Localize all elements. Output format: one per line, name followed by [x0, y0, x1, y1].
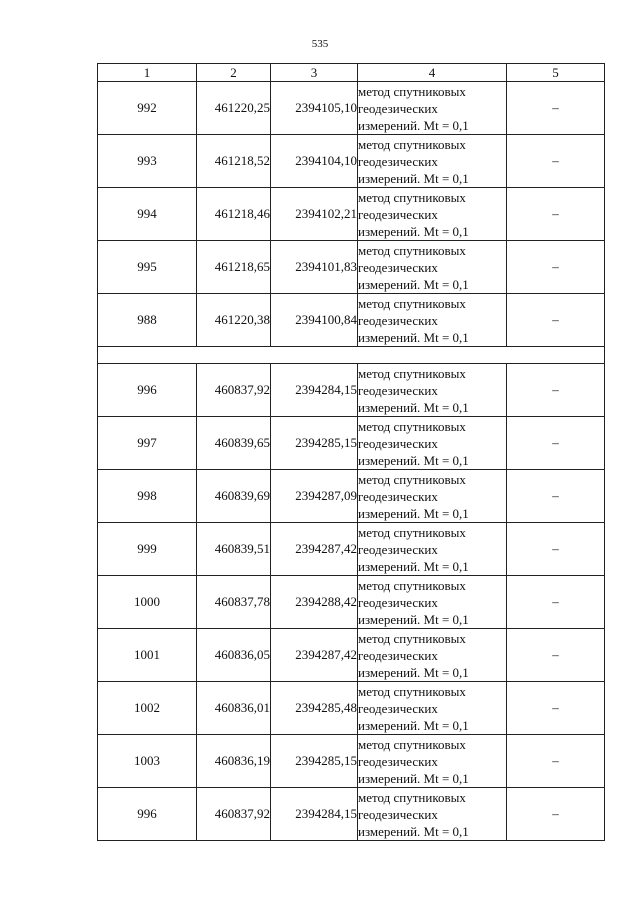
- note-cell: –: [507, 735, 605, 788]
- x-coordinate-cell: 460839,65: [197, 417, 271, 470]
- method-line: метод спутниковых: [358, 83, 466, 99]
- y-coordinate-cell: 2394285,48: [271, 682, 358, 735]
- table-row: [98, 735, 605, 788]
- table-row: [98, 82, 605, 135]
- note-cell: –: [507, 135, 605, 188]
- y-coordinate-cell: 2394102,21: [271, 188, 358, 241]
- column-header: 5: [507, 64, 605, 82]
- method-line: геодезических: [358, 594, 438, 610]
- point-number-cell: 993: [98, 135, 197, 188]
- x-coordinate-cell: 460836,01: [197, 682, 271, 735]
- method-cell: [358, 294, 507, 347]
- y-coordinate-cell: 2394105,10: [271, 82, 358, 135]
- x-coordinate-cell: 460837,92: [197, 364, 271, 417]
- method-line: метод спутниковых: [358, 577, 466, 593]
- note-cell: –: [507, 629, 605, 682]
- point-number-cell: 996: [98, 364, 197, 417]
- x-coordinate-cell: 460836,05: [197, 629, 271, 682]
- method-cell: [358, 417, 507, 470]
- method-line: метод спутниковых: [358, 683, 466, 699]
- x-coordinate-cell: 461218,65: [197, 241, 271, 294]
- method-cell: [358, 682, 507, 735]
- method-line: измерений. Mt = 0,1: [358, 276, 469, 292]
- point-number-cell: 1001: [98, 629, 197, 682]
- method-cell: [358, 364, 507, 417]
- table-row: [98, 576, 605, 629]
- method-line: измерений. Mt = 0,1: [358, 223, 469, 239]
- group-separator-row: [98, 347, 605, 364]
- method-line: метод спутниковых: [358, 365, 466, 381]
- table-row: [98, 682, 605, 735]
- method-line: геодезических: [358, 100, 438, 116]
- table-row: [98, 241, 605, 294]
- y-coordinate-cell: 2394288,42: [271, 576, 358, 629]
- method-line: метод спутниковых: [358, 471, 466, 487]
- method-line: геодезических: [358, 382, 438, 398]
- table-row: [98, 470, 605, 523]
- column-header: 4: [358, 64, 507, 82]
- method-line: измерений. Mt = 0,1: [358, 823, 469, 839]
- point-number-cell: 994: [98, 188, 197, 241]
- page-number: 535: [311, 38, 329, 50]
- table-row: [98, 188, 605, 241]
- x-coordinate-cell: 461220,25: [197, 82, 271, 135]
- y-coordinate-cell: 2394287,42: [271, 629, 358, 682]
- y-coordinate-cell: 2394285,15: [271, 735, 358, 788]
- method-line: геодезических: [358, 700, 438, 716]
- method-line: геодезических: [358, 541, 438, 557]
- table-row: [98, 135, 605, 188]
- note-cell: –: [507, 417, 605, 470]
- point-number-cell: 998: [98, 470, 197, 523]
- method-line: метод спутниковых: [358, 524, 466, 540]
- method-line: метод спутниковых: [358, 295, 466, 311]
- x-coordinate-cell: 460837,78: [197, 576, 271, 629]
- method-line: измерений. Mt = 0,1: [358, 770, 469, 786]
- point-number-cell: 988: [98, 294, 197, 347]
- column-header: 2: [197, 64, 271, 82]
- method-line: измерений. Mt = 0,1: [358, 558, 469, 574]
- y-coordinate-cell: 2394287,42: [271, 523, 358, 576]
- point-number-cell: 999: [98, 523, 197, 576]
- method-line: измерений. Mt = 0,1: [358, 452, 469, 468]
- method-line: измерений. Mt = 0,1: [358, 505, 469, 521]
- method-line: геодезических: [358, 312, 438, 328]
- method-line: геодезических: [358, 206, 438, 222]
- method-line: метод спутниковых: [358, 242, 466, 258]
- point-number-cell: 996: [98, 788, 197, 841]
- note-cell: –: [507, 576, 605, 629]
- y-coordinate-cell: 2394100,84: [271, 294, 358, 347]
- method-line: метод спутниковых: [358, 630, 466, 646]
- note-cell: –: [507, 788, 605, 841]
- table-row: [98, 364, 605, 417]
- method-line: измерений. Mt = 0,1: [358, 611, 469, 627]
- method-line: метод спутниковых: [358, 789, 466, 805]
- table-row: [98, 417, 605, 470]
- group-separator-cell: [98, 347, 605, 364]
- method-line: метод спутниковых: [358, 136, 466, 152]
- x-coordinate-cell: 460836,19: [197, 735, 271, 788]
- method-line: геодезических: [358, 647, 438, 663]
- point-number-cell: 1002: [98, 682, 197, 735]
- method-line: геодезических: [358, 153, 438, 169]
- note-cell: –: [507, 188, 605, 241]
- x-coordinate-cell: 460837,92: [197, 788, 271, 841]
- y-coordinate-cell: 2394101,83: [271, 241, 358, 294]
- note-cell: –: [507, 82, 605, 135]
- method-cell: [358, 188, 507, 241]
- column-header: 3: [271, 64, 358, 82]
- table-row: [98, 788, 605, 841]
- method-line: геодезических: [358, 259, 438, 275]
- method-cell: [358, 241, 507, 294]
- point-number-cell: 992: [98, 82, 197, 135]
- point-number-cell: 1003: [98, 735, 197, 788]
- method-line: измерений. Mt = 0,1: [358, 717, 469, 733]
- y-coordinate-cell: 2394104,10: [271, 135, 358, 188]
- method-line: геодезических: [358, 806, 438, 822]
- point-number-cell: 997: [98, 417, 197, 470]
- method-line: геодезических: [358, 753, 438, 769]
- table-row: [98, 294, 605, 347]
- y-coordinate-cell: 2394284,15: [271, 788, 358, 841]
- table-row: [98, 523, 605, 576]
- method-cell: [358, 629, 507, 682]
- note-cell: –: [507, 523, 605, 576]
- x-coordinate-cell: 460839,51: [197, 523, 271, 576]
- method-cell: [358, 735, 507, 788]
- note-cell: –: [507, 241, 605, 294]
- method-line: геодезических: [358, 488, 438, 504]
- column-header: 1: [98, 64, 197, 82]
- point-number-cell: 995: [98, 241, 197, 294]
- method-line: геодезических: [358, 435, 438, 451]
- table-header-row: [98, 64, 605, 82]
- method-line: измерений. Mt = 0,1: [358, 399, 469, 415]
- method-line: измерений. Mt = 0,1: [358, 117, 469, 133]
- method-line: метод спутниковых: [358, 418, 466, 434]
- method-line: измерений. Mt = 0,1: [358, 664, 469, 680]
- method-cell: [358, 576, 507, 629]
- x-coordinate-cell: 461218,52: [197, 135, 271, 188]
- method-line: метод спутниковых: [358, 736, 466, 752]
- x-coordinate-cell: 461218,46: [197, 188, 271, 241]
- method-line: метод спутниковых: [358, 189, 466, 205]
- note-cell: –: [507, 364, 605, 417]
- method-line: измерений. Mt = 0,1: [358, 170, 469, 186]
- method-cell: [358, 135, 507, 188]
- method-cell: [358, 470, 507, 523]
- point-number-cell: 1000: [98, 576, 197, 629]
- x-coordinate-cell: 461220,38: [197, 294, 271, 347]
- method-cell: [358, 523, 507, 576]
- y-coordinate-cell: 2394284,15: [271, 364, 358, 417]
- method-cell: [358, 82, 507, 135]
- method-cell: [358, 788, 507, 841]
- note-cell: –: [507, 294, 605, 347]
- x-coordinate-cell: 460839,69: [197, 470, 271, 523]
- y-coordinate-cell: 2394287,09: [271, 470, 358, 523]
- table-row: [98, 629, 605, 682]
- coordinates-table: [97, 63, 605, 841]
- note-cell: –: [507, 470, 605, 523]
- y-coordinate-cell: 2394285,15: [271, 417, 358, 470]
- method-line: измерений. Mt = 0,1: [358, 329, 469, 345]
- table-body: [98, 82, 605, 841]
- note-cell: –: [507, 682, 605, 735]
